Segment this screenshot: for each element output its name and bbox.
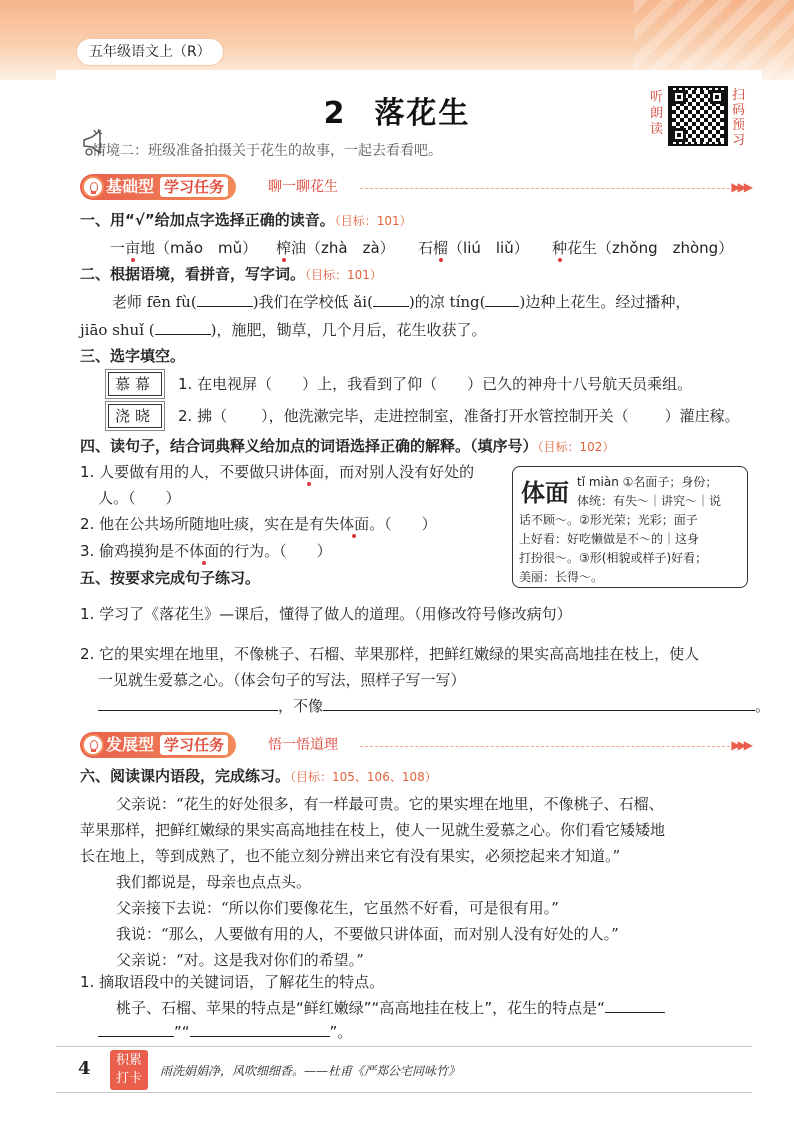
qr-code-icon (668, 86, 728, 146)
q2-blank[interactable] (197, 306, 253, 307)
q1-item-dot: 榴 (433, 239, 449, 257)
q6-heading (80, 766, 437, 787)
q4-text: 2. 他在公共场所随地吐痰，实在是有失 (80, 515, 340, 533)
dictionary-box (512, 466, 748, 588)
q4-heading (80, 436, 614, 457)
q2-blank[interactable] (485, 306, 519, 307)
q1-item-pre: 石 (418, 239, 434, 257)
q2-blank[interactable] (373, 306, 409, 307)
q1-item-dot: 亩 (125, 239, 141, 257)
q6-passage-line: 长在地上，等到成熟了，也不能立刻分辨出来它有没有果实，必须挖起来才知道。” (80, 847, 621, 865)
q6-passage-line: 父亲说：“花生的好处很多，有一样最可贵。它的果实埋在地里，不像桃子、石榴、 (116, 795, 664, 813)
q6-sub1-text: 桃子、石榴、苹果的特点是“鲜红嫩绿”“高高地挂在枝上”，花生的特点是“ (116, 999, 605, 1017)
q6-heading-text: 六、阅读课内语段，完成练习。 (80, 767, 291, 785)
q2-heading (80, 264, 382, 285)
q2-text: )的凉 tíng( (408, 293, 486, 311)
section-develop-sub: 悟一悟道理 (268, 737, 338, 753)
section-basic-bar (80, 174, 750, 200)
q4-text: 。（ ） (369, 515, 437, 533)
q5-sentence-2a: 2. 它的果实埋在地里，不像桃子、石榴、苹果那样，把鲜红嫩绿的果实高高地挂在枝上，使人 (80, 645, 700, 663)
q4-sentence-1-cont: 人。（ ） (98, 489, 181, 507)
q6-goal: （目标：105、106、108） (290, 770, 437, 784)
q6-sub1-text: ”。 (329, 1023, 353, 1041)
lesson-number: 2 (323, 96, 347, 131)
section-basic-sub: 聊一聊花生 (268, 179, 338, 195)
q2-text: )，施肥，锄草，几个月后，花生收获了。 (210, 321, 487, 339)
q1-item-4 (552, 238, 733, 258)
q1-item-post: （liú liǔ） (448, 239, 529, 257)
q2-line-1 (112, 292, 690, 312)
section-develop-bar (80, 732, 750, 758)
q6-sub-question-1: 1. 摘取语段中的关键词语，了解花生的特点。 (80, 973, 385, 991)
scenario-text: 情境二：班级准备拍摄关于花生的故事，一起去看看吧。 (92, 143, 442, 159)
q4-sentence-1 (80, 462, 474, 482)
q3-text: ）灌庄稼。 (664, 407, 740, 425)
q5-fill-line (98, 696, 770, 716)
q3-text: 2. 拂（ (178, 407, 228, 425)
q6-passage-line: 父亲说：“对。这是我对你们的希望。” (116, 951, 364, 969)
q4-dotted-word: 体面 (339, 515, 370, 533)
q4-text: ，而对别人没有好处的 (324, 463, 475, 481)
section-basic-type: 基础型 (106, 177, 155, 196)
q1-item-post: 地（mǎo mǔ） (140, 239, 258, 257)
q5-blank-2[interactable] (323, 710, 755, 711)
q3-text: 1. 在电视屏（ (178, 375, 273, 393)
q4-sentence-3 (80, 541, 332, 561)
q3-text: ），他洗漱完毕，走进控制室，准备打开水管控制开关（ (261, 407, 629, 425)
q3-sentence-1 (178, 374, 692, 394)
q6-blank[interactable] (190, 1036, 330, 1037)
q4-goal: （目标：102） (537, 440, 615, 454)
q6-sub1-text: ”“ (174, 1023, 190, 1041)
q3-sentence-2 (178, 406, 740, 426)
dictionary-line: 打扮很～。③形(相貌或样子)好看； (519, 551, 708, 565)
arrow-right-icon: ▶▶▶ (731, 738, 750, 752)
q2-text: jiāo shuǐ ( (80, 321, 155, 339)
q2-text: )我们在学校低 ǎi( (252, 293, 373, 311)
q3-heading: 三、选字填空。 (80, 347, 186, 365)
q6-sub1-line-1 (116, 998, 665, 1018)
dictionary-word: 体面 (521, 478, 569, 507)
dictionary-line: 上好看：好吃懒做是不～的｜这身 (519, 532, 700, 546)
q5-blank-1[interactable] (98, 710, 278, 711)
q6-passage-line: 我们都说是，母亲也点点头。 (116, 873, 312, 891)
q4-text: 3. 偷鸡摸狗是不 (80, 542, 190, 560)
q1-item-dot: 榨 (276, 239, 292, 257)
footer-divider-top (56, 1046, 752, 1047)
q1-item-3 (418, 238, 529, 258)
q5-sentence-1: 1. 学习了《落花生》—课后，懂得了做人的道理。（用修改符号修改病句） (80, 605, 572, 623)
section-divider (360, 188, 730, 189)
q5-sentence-2b: 一见就生爱慕之心。（体会句子的写法，照样子写一写） (98, 671, 466, 689)
q2-line-2 (80, 320, 487, 340)
lightbulb-icon (82, 176, 104, 198)
q3-text: ）上，我看到了仰（ (302, 375, 438, 393)
dictionary-line: tǐ miàn ①名面子；身份； (577, 475, 718, 489)
q3-text: ）已久的神舟十八号航天员乘组。 (467, 375, 693, 393)
q1-goal: （目标：101） (334, 214, 412, 228)
q3-word-box-2: 浇晓 (108, 404, 162, 428)
q2-text: 老师 fēn fù( (112, 293, 197, 311)
section-develop-task: 学习任务 (160, 735, 228, 755)
q1-item-post: 花生（zhǒng zhòng） (567, 239, 734, 257)
q4-sentence-2 (80, 514, 437, 534)
q4-heading-text: 四、读句子，结合词典释义给加点的词语选择正确的解释。（填序号） (80, 437, 538, 455)
q1-item-pre: 一 (110, 239, 126, 257)
q6-blank[interactable] (605, 1012, 665, 1013)
q2-text: )边种上花生。经过播种， (519, 293, 691, 311)
qr-left-text: 听朗读 (650, 90, 664, 137)
q2-blank[interactable] (155, 334, 211, 335)
dictionary-line: 体统：有失～｜讲究～｜说 (577, 494, 722, 508)
q6-sub1-line-2 (98, 1022, 352, 1042)
q4-dotted-word: 体面 (189, 542, 220, 560)
q1-heading (80, 210, 412, 231)
daily-stamp: 积累打卡 (110, 1050, 148, 1090)
q6-blank[interactable] (98, 1036, 174, 1037)
header-stripes (634, 0, 794, 80)
lesson-name: 落花生 (374, 96, 471, 131)
q5-fill-end: 。 (755, 697, 771, 715)
q1-item-post: 油（zhà zà） (291, 239, 395, 257)
q4-text: 1. 人要做有用的人，不要做只讲 (80, 463, 295, 481)
section-develop-type: 发展型 (106, 735, 155, 754)
q6-passage-line: 苹果那样，把鲜红嫩绿的果实高高地挂在枝上，使人一见就生爱慕之心。你们看它矮矮地 (80, 821, 666, 839)
lightbulb-icon (82, 734, 104, 756)
q6-passage-line: 我说：“那么，人要做有用的人，不要做只讲体面，而对别人没有好处的人。” (116, 925, 619, 943)
footer-divider-bottom (56, 1092, 752, 1093)
arrow-right-icon: ▶▶▶ (731, 180, 750, 194)
q3-word-box-1: 慕幕 (108, 372, 162, 396)
qr-right-text: 扫码预习 (732, 88, 746, 148)
q1-item-2 (276, 238, 395, 258)
q5-fill-mid: ，不像 (278, 697, 324, 715)
q1-item-dot: 种 (552, 239, 568, 257)
q6-passage-line: 父亲接下去说：“所以你们要像花生，它虽然不好看，可是很有用。” (116, 899, 559, 917)
section-basic-task: 学习任务 (160, 177, 228, 197)
dictionary-line: 美丽：长得～。 (519, 570, 604, 584)
qr-code-block[interactable] (650, 86, 750, 154)
q4-dotted-word: 体面 (294, 463, 325, 481)
dictionary-line: 话不顾～。②形光荣；光彩；面子 (519, 513, 698, 527)
grade-label: 五年级语文上（R） (76, 38, 224, 66)
q2-goal: （目标：101） (305, 268, 382, 282)
page-number: 4 (78, 1058, 91, 1079)
q4-text: 的行为。（ ） (219, 542, 332, 560)
footer-quote: 雨洗娟娟净，风吹细细香。——杜甫《严郑公宅同咏竹》 (160, 1064, 461, 1078)
q2-heading-text: 二、根据语境，看拼音，写字词。 (80, 265, 306, 283)
q1-item-1 (110, 238, 257, 258)
q5-heading: 五、按要求完成句子练习。 (80, 569, 261, 587)
section-divider (360, 746, 730, 747)
q1-heading-text: 一、用“√”给加点字选择正确的读音。 (80, 211, 335, 229)
